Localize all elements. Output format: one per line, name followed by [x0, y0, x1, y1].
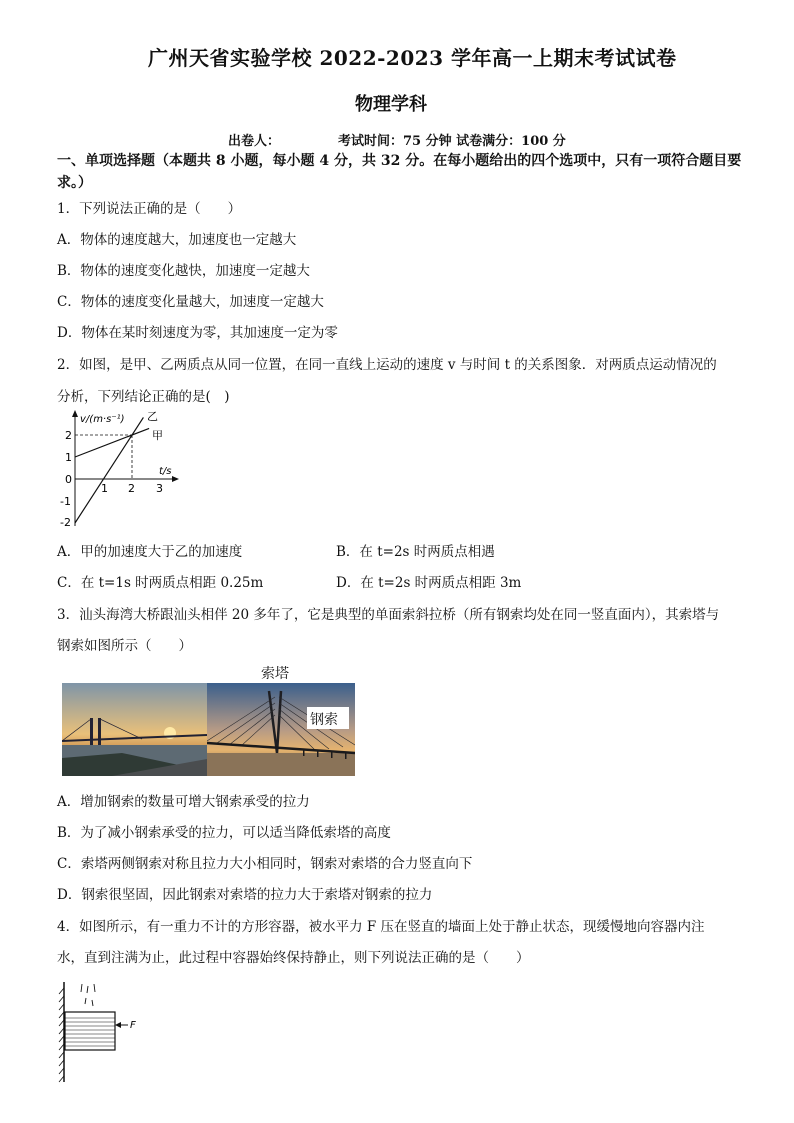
q3-stem-line2: 钢索如图所示（ ） [57, 638, 192, 654]
image-label-tower: 索塔 [261, 666, 289, 682]
q1-option-c: C．物体的速度变化量越大，加速度一定越大 [57, 294, 324, 310]
q2-stem-line1: 2．如图，是甲、乙两质点从同一位置，在同一直线上运动的速度 v 与时间 t 的关系图象．对两质点运动情况的 [57, 357, 717, 373]
y-tick-2: 2 [65, 429, 72, 442]
q2-option-c: C．在 t=1s 时两质点相距 0.25m [57, 575, 264, 591]
section-heading-line1: 一、单项选择题（本题共 8 小题，每小题 4 分，共 32 分。在每小题给出的四个选项中，只有一项符合题目要 [57, 153, 742, 169]
series-yi-line [75, 417, 143, 523]
series-jia-line [75, 428, 149, 457]
y-tick-neg1: -1 [60, 495, 71, 508]
q3-stem-line1: 3．汕头海湾大桥跟汕头相伴 20 多年了，它是典型的单面索斜拉桥（所有钢索均处在同一竖直面内），其索塔与 [57, 607, 720, 623]
q2-velocity-time-graph [55, 408, 195, 533]
q4-stem-line2: 水，直到注满为止，此过程中容器始终保持静止，则下列说法正确的是（ ） [57, 950, 530, 966]
q2-option-d: D．在 t=2s 时两质点相距 3m [336, 575, 522, 591]
section-heading-line2: 求。） [57, 175, 92, 191]
q3-option-d: D．钢索很坚固，因此钢索对索塔的拉力大于索塔对钢索的拉力 [57, 887, 433, 903]
y-axis-arrow [72, 410, 78, 417]
y-axis-label: v/(m·s⁻¹) [80, 414, 125, 425]
author-label: 出卷人： [228, 134, 281, 149]
q1-option-d: D．物体在某时刻速度为零，其加速度一定为零 [57, 325, 338, 341]
q2-option-b: B．在 t=2s 时两质点相遇 [336, 544, 495, 560]
line-label-yi: 乙 [147, 410, 158, 423]
q2-option-a: A．甲的加速度大于乙的加速度 [57, 544, 243, 560]
q3-option-c: C．索塔两侧钢索对称且拉力大小相同时，钢索对索塔的合力竖直向下 [57, 856, 473, 872]
q4-stem-line1: 4．如图所示，有一重力不计的方形容器，被水平力 F 压在竖直的墙面上处于静止状态，现缓慢地向容器内注 [57, 919, 705, 935]
force-label: F [130, 1020, 136, 1031]
force-arrow-head [115, 1022, 121, 1028]
q3-option-a: A．增加钢索的数量可增大钢索承受的拉力 [57, 794, 310, 810]
image-label-cable: 钢索 [310, 712, 338, 728]
bridge-photo-right [207, 683, 355, 776]
x-tick-1: 1 [101, 482, 108, 495]
x-axis-arrow [172, 476, 179, 482]
x-tick-3: 3 [156, 482, 163, 495]
exam-time-info: 考试时间：75 分钟 试卷满分：100 分 [338, 134, 566, 149]
bridge-photo-left [62, 683, 207, 776]
q3-option-b: B．为了减小钢索承受的拉力，可以适当降低索塔的高度 [57, 825, 391, 841]
subject-title: 物理学科 [355, 94, 427, 115]
y-tick-1: 1 [65, 451, 72, 464]
y-tick-0: 0 [65, 473, 72, 486]
line-label-jia: 甲 [152, 429, 163, 442]
x-axis-label: t/s [159, 466, 172, 477]
x-tick-2: 2 [128, 482, 135, 495]
q1-stem: 1．下列说法正确的是（ ） [57, 201, 242, 217]
q1-option-a: A．物体的速度越大，加速度也一定越大 [57, 232, 297, 248]
q4-container-diagram [50, 978, 150, 1088]
exam-title: 广州天省实验学校 2022-2023 学年高一上期末考试试卷 [148, 46, 677, 70]
q2-stem-line2: 分析，下列结论正确的是( ) [57, 389, 230, 405]
y-tick-neg2: -2 [60, 516, 71, 529]
q1-option-b: B．物体的速度变化越快，加速度一定越大 [57, 263, 310, 279]
